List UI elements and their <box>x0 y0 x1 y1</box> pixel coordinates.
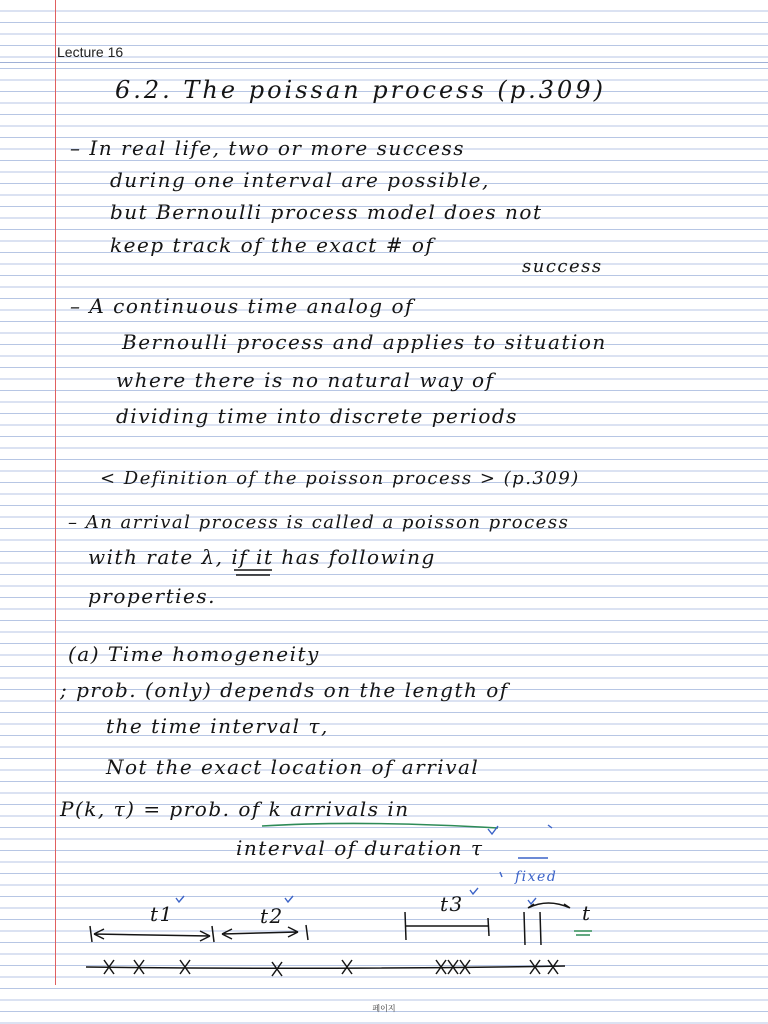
page-title: Lecture 16 <box>57 44 124 60</box>
blue-tick-3 <box>500 872 502 877</box>
t1-arrow <box>90 926 214 942</box>
t2-arrow <box>222 925 308 940</box>
bullet1-line-1: – In real life, two or more success <box>70 136 465 160</box>
timeline-label-t1: t1 <box>150 902 174 926</box>
blue-tick-2 <box>548 825 552 828</box>
bullet1-line-2: during one interval are possible, <box>110 168 490 192</box>
property-a-line-3: Not the exact location of arrival <box>106 755 480 779</box>
property-a-line-1: ; prob. (only) depends on the length of <box>60 678 509 702</box>
definition-heading: < Definition of the poisson process > (p.309) <box>100 468 580 489</box>
bullet1-line-4: keep track of the exact # of <box>110 233 435 257</box>
green-underline <box>262 823 498 828</box>
definition-line-1: – An arrival process is called a poisson process <box>68 512 570 533</box>
bullet2-line-4: dividing time into discrete periods <box>116 404 518 428</box>
t-interval <box>524 903 570 945</box>
bullet2-line-2: Bernoulli process and applies to situation <box>122 330 607 354</box>
bullet2-line-3: where there is no natural way of <box>116 368 495 392</box>
timeline-label-t: t <box>582 901 592 925</box>
t-green-mark <box>574 931 592 935</box>
t3-segment <box>405 912 489 940</box>
blue-tick-4 <box>176 896 184 902</box>
pk-line-1: P(k, τ) = prob. of k arrivals in <box>60 797 410 821</box>
blue-tick-5 <box>285 896 293 902</box>
blue-tick-7 <box>528 898 536 904</box>
fixed-note: fixed <box>515 869 558 885</box>
section-title: 6.2. The poissan process (p.309) <box>115 76 606 104</box>
bullet2-line-1: – A continuous time analog of <box>70 294 414 318</box>
definition-line-2: with rate λ, if it has following <box>88 545 436 569</box>
property-a-line-2: the time interval τ, <box>106 714 329 738</box>
bullet1-line-3: but Bernoulli process model does not <box>110 200 543 224</box>
pk-line-2: interval of duration τ <box>236 836 484 860</box>
page-footer-label: 페이지 <box>372 1004 396 1013</box>
timeline-axis <box>86 966 565 968</box>
definition-line-3: properties. <box>88 584 216 608</box>
property-a-heading: (a) Time homogeneity <box>68 642 320 666</box>
timeline-label-t3: t3 <box>440 892 464 916</box>
bullet1-line-5: success <box>522 256 603 277</box>
lambda-underline <box>234 570 272 575</box>
timeline-label-t2: t2 <box>260 904 284 928</box>
blue-tick-6 <box>470 888 478 894</box>
